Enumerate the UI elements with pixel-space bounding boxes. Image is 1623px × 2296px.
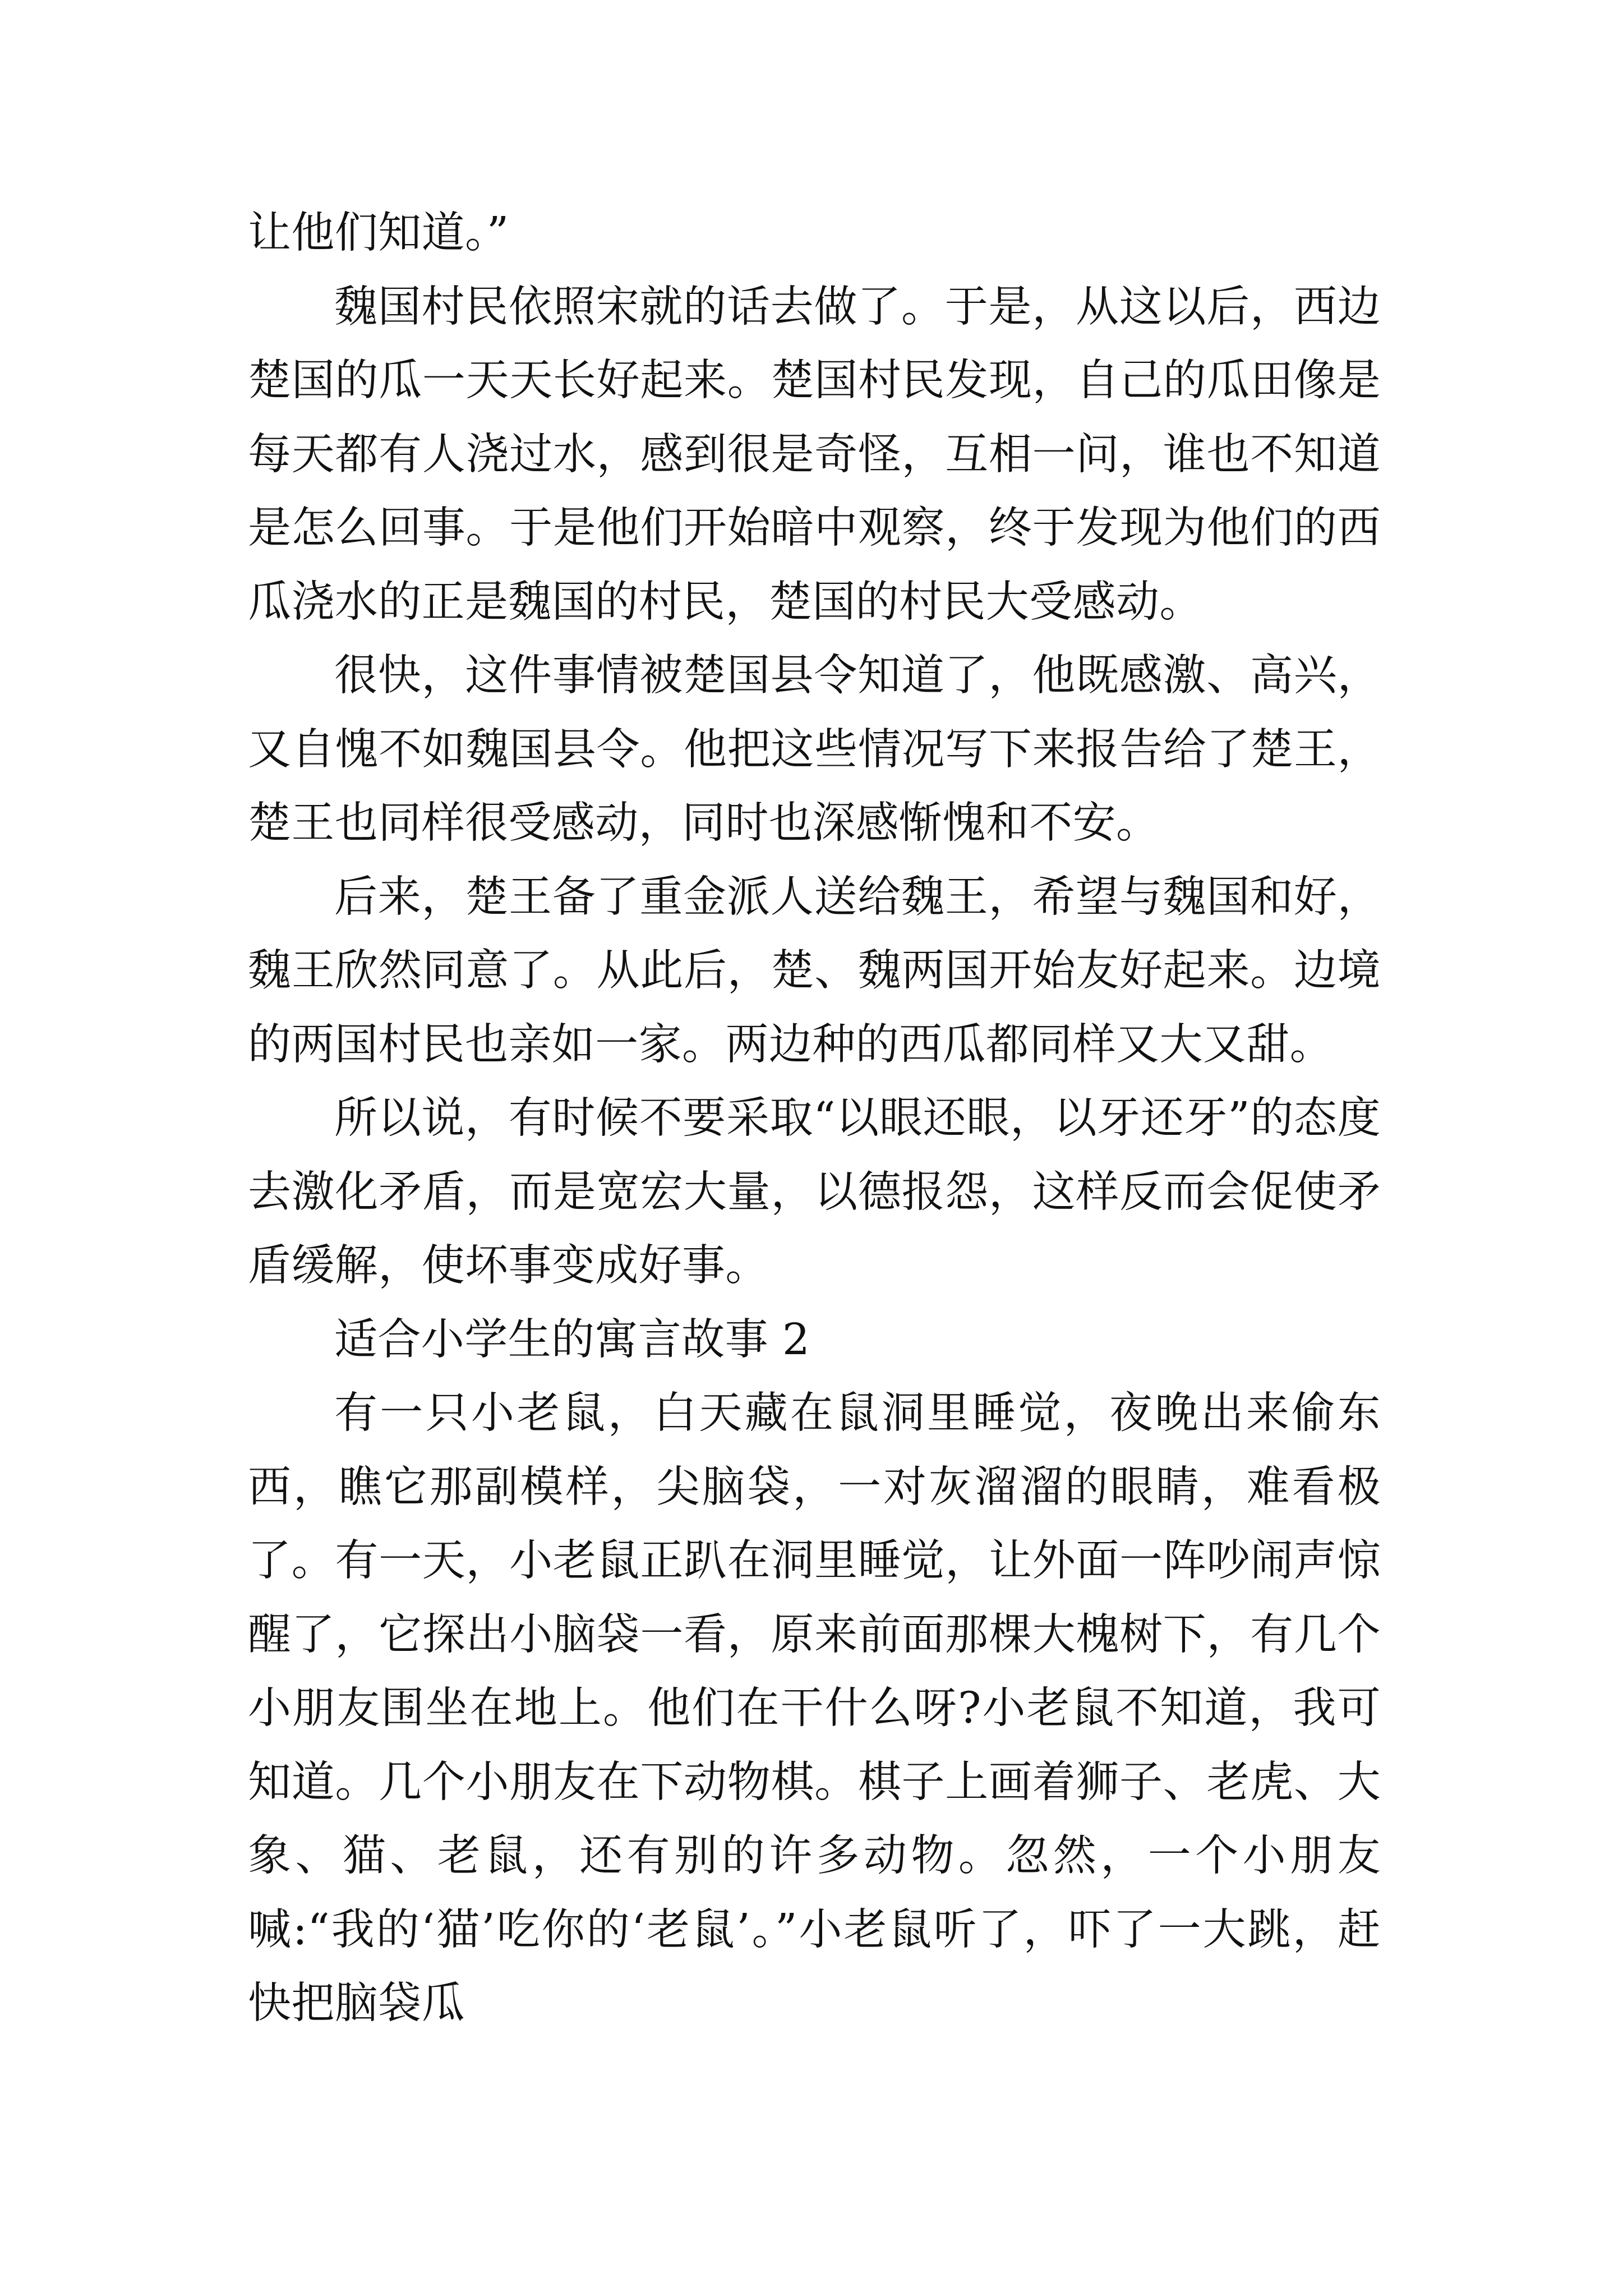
paragraph-continuation: 让他们知道。”: [248, 208, 509, 258]
paragraph-little-mouse: 有一只小老鼠，白天藏在鼠洞里睡觉，夜晚出来偷东西，瞧它那副模样，尖脑袋，一对灰溜溜的眼睛，难看极了。有一天，小老鼠正趴在洞里睡觉，让外面一阵吵闹声惊醒了，它探出小脑袋一看，原来前面那棵大槐树下，有几个小朋友围坐在地上。他们在干什么呀?小老鼠不知道，我可知道。几个小朋友在下动物棋。棋子上画着狮子、老虎、大象、猫、老鼠，还有别的许多动物。忽然，一个小朋友喊:“我的‘猫’吃你的‘老鼠’。”小老鼠听了，吓了一大跳，赶快把脑袋瓜: [248, 1388, 1381, 2028]
document-body: [248, 196, 1381, 2041]
paragraph-magistrate: 很快，这件事情被楚国县令知道了，他既感激、高兴，又自愧不如魏国县令。他把这些情况写下来报告给了楚王，楚王也同样很受感动，同时也深感惭愧和不安。: [248, 651, 1381, 848]
section-heading: 适合小学生的寓言故事 2: [334, 1314, 810, 1365]
paragraph-moral: 所以说，有时候不要采取“以眼还眼，以牙还牙”的态度去激化矛盾，而是宽宏大量，以德报怨，这样反而会促使矛盾缓解，使坏事变成好事。: [248, 1093, 1381, 1291]
paragraph-wei-villagers: 魏国村民依照宋就的话去做了。于是，从这以后，西边楚国的瓜一天天长好起来。楚国村民发现，自己的瓜田像是每天都有人浇过水，感到很是奇怪，互相一问，谁也不知道是怎么回事。于是他们开始暗中观察，终于发现为他们的西瓜浇水的正是魏国的村民，楚国的村民大受感动。: [248, 282, 1381, 627]
paragraph-chu-king: 后来，楚王备了重金派人送给魏王，希望与魏国和好，魏王欣然同意了。从此后，楚、魏两国开始友好起来。边境的两国村民也亲如一家。两边种的西瓜都同样又大又甜。: [248, 872, 1381, 1070]
